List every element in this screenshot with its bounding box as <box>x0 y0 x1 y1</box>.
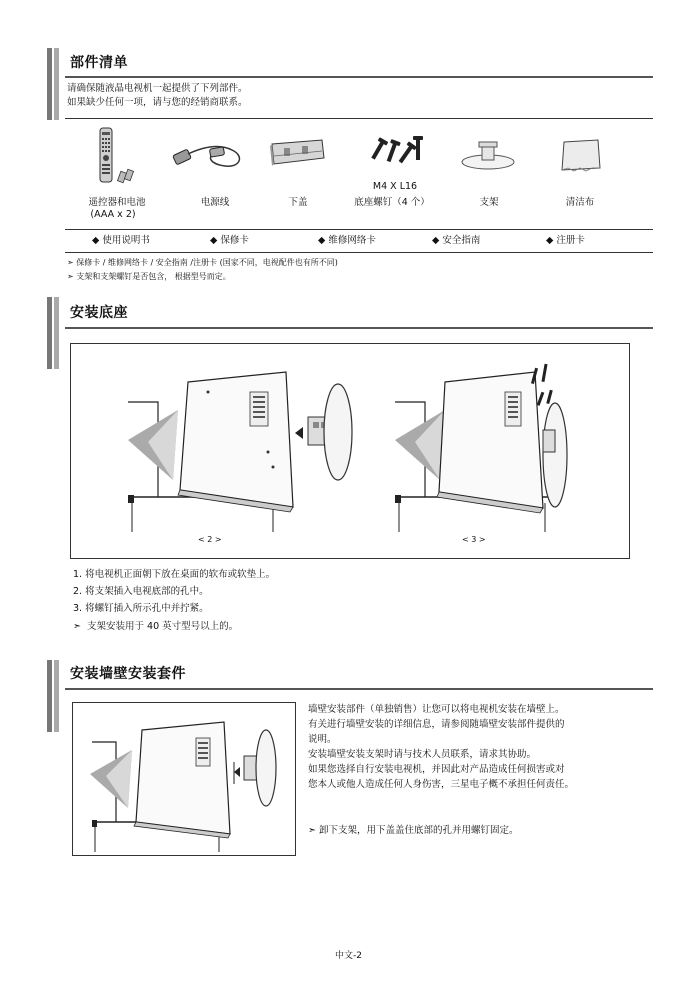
part-sublabel-remote: (AAA x 2) <box>90 209 136 220</box>
stand-title-rule <box>65 327 653 329</box>
bottom-cover-icon <box>268 136 328 170</box>
wall-paragraph-line-6: 您本人或他人造成任何人身伤害，三星电子概不承担任何责任。 <box>308 779 575 790</box>
cleaning-cloth-icon <box>558 138 604 174</box>
remote-control-icon <box>95 126 135 184</box>
section-marker-bar <box>47 297 52 369</box>
accessory-service-card: ◆ 维修网络卡 <box>318 235 376 246</box>
wall-paragraph-line-1: 墙壁安装部件（单独销售）让您可以将电视机安装在墙壁上。 <box>308 704 565 715</box>
stand-step-2: 2. 将支架插入电视底部的孔中。 <box>73 586 209 597</box>
parts-grid-rule-bottom <box>65 252 653 253</box>
section-marker-bar <box>47 48 52 120</box>
page-number: 中文-2 <box>335 951 362 961</box>
figure-label-step-3: < 3 > <box>462 535 486 544</box>
part-label-stand: 支架 <box>479 197 499 208</box>
part-label-bottom-cover: 下盖 <box>288 197 308 208</box>
section-marker-bar-light <box>54 48 59 120</box>
note-arrow-icon: ➣ <box>67 272 77 281</box>
parts-grid-rule-top <box>65 229 653 230</box>
part-label-cleaning-cloth: 清洁布 <box>565 197 595 208</box>
section-marker-bar <box>47 660 52 732</box>
accessory-service-card-label: 维修网络卡 <box>328 235 376 246</box>
part-label-screws: 底座螺钉（4 个） <box>354 197 430 208</box>
wall-paragraph-line-3: 说明。 <box>308 734 337 745</box>
note-arrow-icon: ➣ <box>73 621 87 632</box>
accessory-manual-label: 使用说明书 <box>102 235 150 246</box>
parts-note-2-text: 支架和支架螺钉是否包含， 根据型号而定。 <box>76 272 231 281</box>
wall-section-title: 安装墙壁安装套件 <box>70 666 186 682</box>
wall-note <box>308 824 519 838</box>
parts-note-1-text: 保修卡 / 维修网络卡 / 安全指南 /注册卡 (国家不同，电视配件也有所不同) <box>76 258 338 267</box>
parts-title-rule <box>65 76 653 78</box>
section-marker-bar-light <box>54 297 59 369</box>
accessory-registration-card: ◆ 注册卡 <box>546 235 585 246</box>
stand-note <box>73 620 238 634</box>
parts-intro-line-1: 请确保随液晶电视机一起提供了下列部件。 <box>67 83 248 94</box>
screws-icon <box>368 136 424 168</box>
wall-mount-paragraph <box>308 702 658 792</box>
stand-icon <box>458 138 518 172</box>
stand-step-3: 3. 将螺钉插入所示孔中并拧紧。 <box>73 603 209 614</box>
wall-paragraph-line-4: 安装墙壁安装支架时请与技术人员联系，请求其协助。 <box>308 749 537 760</box>
figure-label-step-2: < 2 > <box>198 535 222 544</box>
accessory-warranty-label: 保修卡 <box>220 235 249 246</box>
parts-section-title: 部件清单 <box>70 55 128 71</box>
part-sublabel-screws: M4 X L16 <box>372 181 418 192</box>
wall-note-text: 卸下支架，用下盖盖住底部的孔并用螺钉固定。 <box>318 825 519 836</box>
note-arrow-icon: ➣ <box>67 258 77 267</box>
wall-paragraph-line-5: 如果您选择自行安装电视机，并因此对产品造成任何损害或对 <box>308 764 565 775</box>
accessory-manual: ◆ 使用说明书 <box>92 235 150 246</box>
stand-step-2-illustration <box>118 362 378 532</box>
stand-step-3-illustration <box>385 360 605 532</box>
accessory-warranty: ◆ 保修卡 <box>210 235 249 246</box>
stand-note-text: 支架安装用于 40 英寸型号以上的。 <box>87 621 239 632</box>
part-label-power-cord: 电源线 <box>200 197 230 208</box>
stand-section-title: 安装底座 <box>70 305 128 321</box>
stand-step-1: 1. 将电视机正面朝下放在桌面的软布或软垫上。 <box>73 569 276 580</box>
wall-title-rule <box>65 688 653 690</box>
parts-note-1 <box>67 257 338 269</box>
parts-intro-line-2: 如果缺少任何一项，请与您的经销商联系。 <box>67 97 248 108</box>
accessory-safety-guide-label: 安全指南 <box>442 235 481 246</box>
parts-note-2 <box>67 271 231 283</box>
section-marker-bar-light <box>54 660 59 732</box>
part-label-remote: 遥控器和电池 <box>88 197 146 208</box>
accessory-safety-guide: ◆ 安全指南 <box>432 235 481 246</box>
note-arrow-icon: ➣ <box>308 825 319 836</box>
parts-intro-rule <box>65 118 653 119</box>
wall-paragraph-line-2: 有关进行墙壁安装的详细信息，请参阅随墙壁安装部件提供的 <box>308 719 565 730</box>
power-cord-icon <box>170 136 250 176</box>
accessory-registration-card-label: 注册卡 <box>556 235 585 246</box>
wall-mount-illustration <box>84 712 284 852</box>
